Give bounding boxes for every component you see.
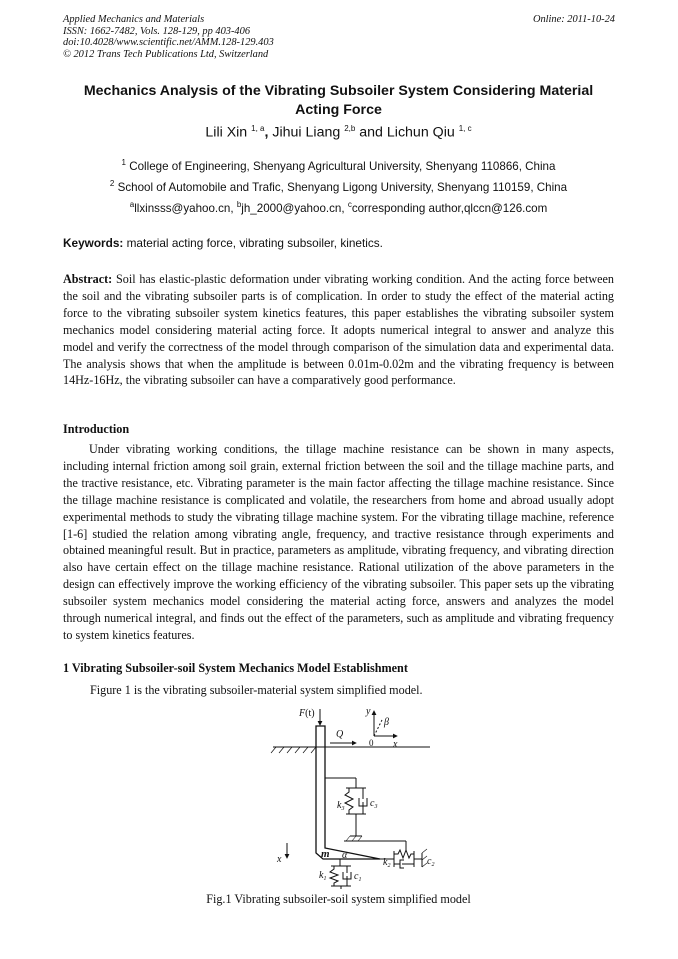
section-1-body: Figure 1 is the vibrating subsoiler-material system simplified model.	[90, 683, 423, 697]
author-name: Lichun Qiu	[386, 124, 455, 141]
label-c3: $c_3$	[370, 798, 378, 810]
keywords-text: material acting force, vibrating subsoiler, kinetics.	[126, 236, 383, 250]
spring-damper-3	[325, 778, 367, 841]
doi-line: doi:10.4028/www.scientific.net/AMM.128-129.403	[63, 37, 274, 49]
author-separator: and	[359, 124, 383, 141]
author-affiliation-marker: 1, c	[458, 124, 472, 133]
author-name: Jihui Liang	[272, 124, 341, 141]
email-address: jh_2000@yahoo.cn,	[241, 201, 348, 215]
affiliation-2	[63, 179, 614, 194]
abstract-label: Abstract:	[63, 272, 113, 286]
author-name: Lili Xin	[205, 124, 248, 141]
label-q: Q	[336, 729, 344, 740]
abstract	[63, 271, 614, 389]
label-c1: $c_1$	[354, 871, 362, 883]
label-k2: $k_2$	[383, 857, 391, 869]
copyright-line: © 2012 Trans Tech Publications Ltd, Switzerland	[63, 48, 269, 60]
author-affiliation-marker: 2,b	[344, 124, 356, 133]
affiliation-marker: 1	[121, 158, 126, 167]
author-affiliation-marker: 1, a	[251, 124, 265, 133]
abstract-text: Soil has elastic-plastic deformation under vibrating working condition. And the acting force between the soil and the vibrating subsoiler parts is of complication. In order to study the effect of the material acting force to the vibrating subsoiler system kinetics features, this paper establishes the vibrating subsoiler system mechanics model considering material acting force. It adopts numerical integral to answer and analyze this model and verify the correctness of the model through comparison of the simulation data and experimental data. The analysis shows that when the amplitude is between 0.01m-0.02m and the vibrating frequency is between 14Hz-16Hz, the vibrating subsoiler can have a comparatively good performance.	[63, 272, 614, 388]
author-line	[63, 124, 614, 141]
journal-name: Applied Mechanics and Materials	[63, 14, 205, 25]
label-k3: $k_3$	[337, 800, 345, 812]
beta-line	[374, 720, 382, 736]
label-x-right: x	[393, 739, 398, 750]
label-mass: m	[321, 848, 330, 860]
label-x-left: x	[277, 854, 282, 865]
section-1-heading: 1 Vibrating Subsoiler-soil System Mechanics Model Establishment	[63, 661, 408, 675]
spring-damper-1	[330, 859, 351, 889]
affiliation-marker: 2	[109, 179, 115, 188]
figure-caption: Fig.1 Vibrating subsoiler-soil system simplified model	[206, 892, 471, 906]
author-separator: ,	[264, 124, 269, 141]
email-address: llxinsss@yahoo.cn,	[134, 201, 237, 215]
online-date: Online: 2011-10-24	[532, 14, 615, 25]
issn-line: ISSN: 1662-7482, Vols. 128-129, pp 403-406	[63, 25, 251, 37]
figure-1-diagram	[270, 706, 450, 890]
label-origin: 0	[369, 738, 374, 748]
label-k1: $k_1$	[319, 870, 327, 882]
label-beta: β	[384, 717, 389, 728]
paper-title: Mechanics Analysis of the Vibrating Subsoiler System Considering Material Acting Force	[83, 83, 594, 118]
ground-hatch	[271, 747, 316, 753]
author-emails	[63, 200, 614, 215]
journal-header	[63, 14, 423, 60]
label-c2: $c_2$	[427, 856, 435, 868]
label-force: F(t)	[299, 708, 315, 719]
affiliation-text: College of Engineering, Shenyang Agricultural University, Shenyang 110866, China	[129, 159, 556, 173]
email-marker: b	[236, 200, 242, 209]
introduction-heading: Introduction	[63, 422, 130, 436]
introduction-body: Under vibrating working conditions, the tillage machine resistance can be shown in many aspects, including internal friction among soil grain, external friction between the soil and the tillage machine parts, and the tractive resistance, etc. Vibrating parameter is the main factor affecting the tillage machine resistance. Since the tillage machine resistance is complicated and volatile, the researchers from home and abroad usually adopt experimental methods to study the vibrating tillage machine system. For the vibrating tillage machine, reference [1-6] studied the relation among vibrating angle, frequency, and tractive resistance through experiments and obtained meaningful result. But in practice, parameters as amplitude, vibrating frequency, and vibrating direction also have certain effect on the tillage machine resistance. Rational utilization of the above parameters in the design can effectively improve the working efficiency of the vibrating subsoiler. This paper sets up the vibrating subsoiler system mechanics model considering the material acting force, answers and analyzes the model through numerical integral, and finds out the effect of the parameters, such as amplitude and vibrating frequency to system kinetics features.	[63, 442, 614, 642]
email-marker: c	[347, 200, 352, 209]
email-marker: a	[129, 200, 135, 209]
affiliation-1	[63, 158, 614, 173]
keywords	[63, 236, 383, 250]
keywords-label: Keywords:	[63, 236, 124, 250]
affiliation-text: School of Automobile and Trafic, Shenyang Ligong University, Shenyang 110159, China	[117, 180, 568, 194]
label-alpha: α	[342, 850, 348, 861]
email-address: corresponding author,qlccn@126.com	[351, 201, 548, 215]
label-y: y	[366, 706, 371, 717]
